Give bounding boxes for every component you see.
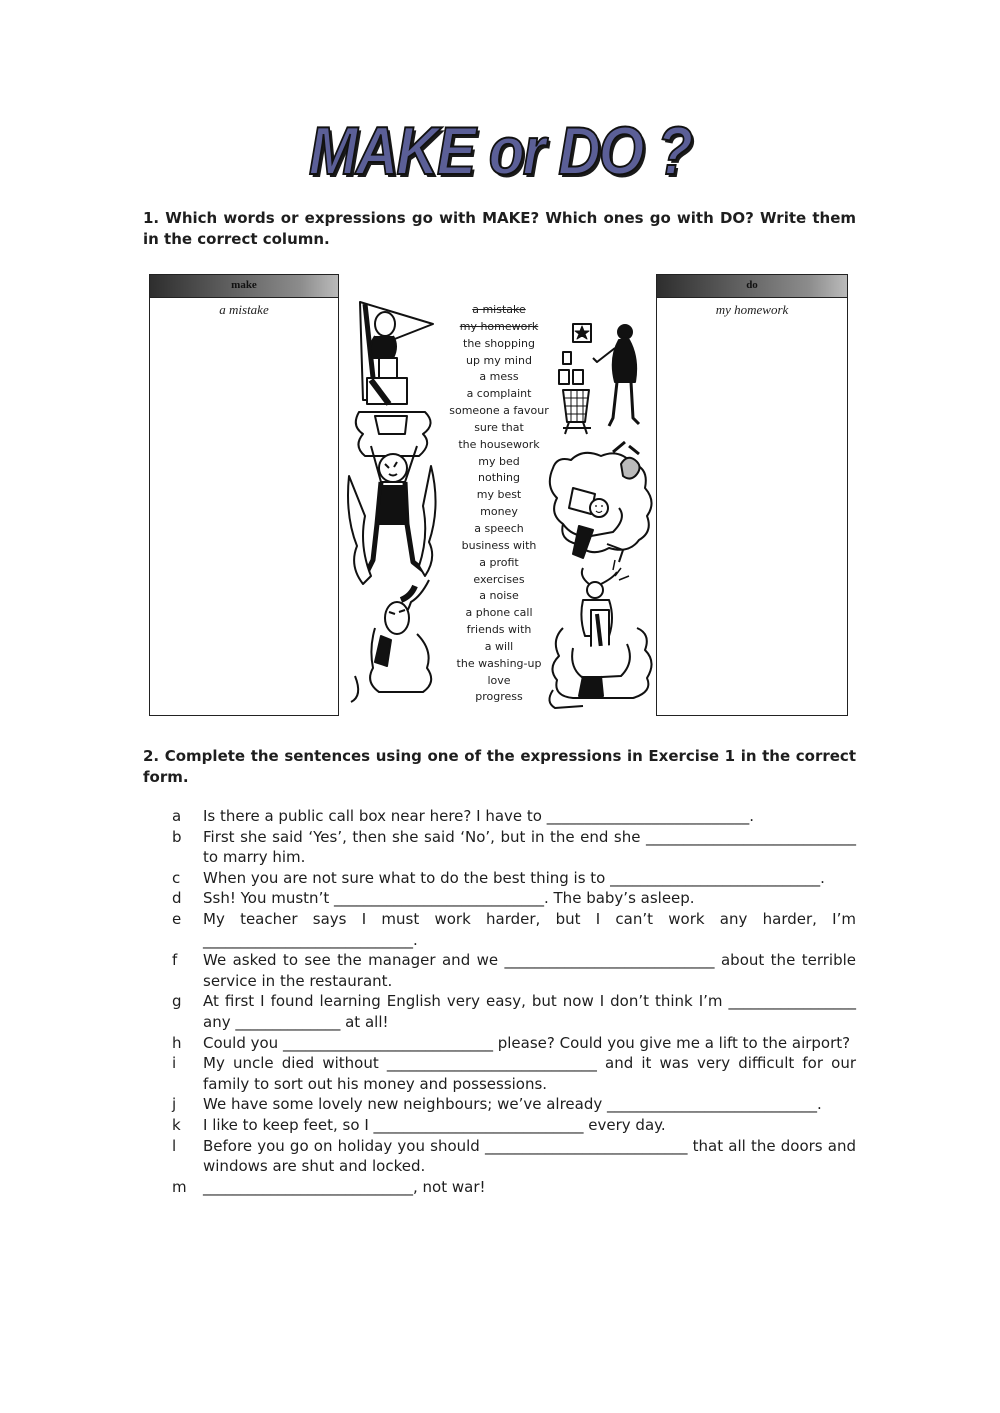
word-list-item: a mistake	[472, 303, 526, 316]
make-column-example: a mistake	[219, 302, 269, 317]
word-list-item: a speech	[474, 521, 524, 535]
word-list-item: sure that	[474, 420, 524, 434]
word-list-item: the shopping	[463, 336, 535, 350]
word-list-item: my bed	[478, 454, 520, 468]
sentence-letter: l	[172, 1136, 177, 1155]
sentence-item	[172, 1053, 856, 1094]
exercise1-instruction: 1. Which words or expressions go with MAKE? Which ones go with DO? Write them in the correct column.	[143, 209, 856, 248]
sentence-letter: g	[172, 992, 182, 1011]
word-list-item: someone a favour	[449, 404, 549, 418]
sentence-item	[172, 806, 856, 827]
do-column-header: do	[657, 275, 847, 298]
sentence-letter: b	[172, 827, 182, 846]
sentence-item	[172, 1115, 856, 1136]
sentence-item	[172, 909, 856, 950]
sentence-letter: e	[172, 909, 182, 928]
word-list-item: up my mind	[466, 353, 532, 367]
sentence-text: I like to keep feet, so I ____________________________ every day.	[203, 1115, 666, 1134]
word-list-item: a phone call	[465, 606, 533, 620]
word-list-item: a noise	[479, 589, 519, 603]
sentence-text: We asked to see the manager and we ____________________________ about the terrible service in the restaurant.	[203, 951, 856, 990]
word-list-item: nothing	[478, 471, 520, 485]
word-list-item: exercises	[473, 572, 525, 586]
word-list-item: my best	[476, 488, 522, 502]
sentence-item	[172, 888, 856, 909]
sentence-item	[172, 1033, 856, 1054]
sentence-letter: m	[172, 1177, 187, 1196]
sentence-text: Is there a public call box near here? I have to ___________________________.	[203, 807, 754, 825]
exercise2-instruction: 2. Complete the sentences using one of the expressions in Exercise 1 in the correct form.	[143, 747, 856, 786]
word-list-item: progress	[475, 690, 523, 704]
sentence-text: Ssh! You mustn’t ____________________________. The baby’s asleep.	[203, 889, 695, 908]
sentence-letter: i	[172, 1054, 177, 1073]
word-list-item: the washing-up	[456, 656, 542, 670]
sentence-text: ____________________________, not war!	[203, 1177, 486, 1196]
word-list-item: the housework	[458, 437, 540, 451]
sentence-item	[172, 1094, 856, 1115]
page-title: MAKE or DO ?	[308, 113, 692, 189]
sentence-text: We have some lovely new neighbours; we’ve already ____________________________.	[203, 1095, 822, 1114]
make-column	[149, 274, 339, 716]
sentence-text: Could you ____________________________ please? Could you give me a lift to the airport?	[203, 1033, 851, 1052]
make-column-header: make	[150, 275, 338, 298]
sentence-list	[172, 806, 856, 1197]
word-list-item: a will	[484, 639, 514, 653]
sentence-letter: h	[172, 1033, 182, 1052]
sentence-text: At first I found learning English very easy, but now I don’t think I’m _________________ any ______________ at all!	[203, 992, 856, 1031]
sentence-text: Before you go on holiday you should ___________________________ that all the doors and windows are shut and locked.	[203, 1136, 856, 1176]
sentence-item	[172, 991, 856, 1032]
sentence-item	[172, 827, 856, 868]
sentence-letter: a	[172, 807, 182, 825]
sentence-letter: j	[172, 1095, 177, 1114]
word-list	[443, 302, 555, 706]
word-list-item: money	[480, 505, 518, 519]
sentence-letter: k	[172, 1115, 181, 1134]
sentence-text: My teacher says I must work harder, but I can’t work any harder, I’m ____________________________.	[203, 909, 856, 949]
sentence-item	[172, 868, 856, 889]
left-illustration	[345, 296, 443, 704]
word-list-item: a complaint	[466, 387, 532, 401]
sentence-text: First she said ‘Yes’, then she said ‘No’, but in the end she ____________________________ to marry him.	[203, 827, 856, 867]
word-list-item: friends with	[466, 623, 532, 637]
sentence-letter: c	[172, 868, 181, 887]
sentence-item	[172, 1136, 856, 1177]
word-list-item: love	[487, 673, 511, 687]
do-column	[656, 274, 848, 716]
right-illustration	[543, 318, 661, 710]
word-list-item: business with	[461, 538, 537, 552]
word-list-item: a profit	[479, 555, 519, 569]
sentence-letter: f	[172, 951, 178, 970]
sentence-item	[172, 1177, 856, 1198]
sentence-letter: d	[172, 889, 182, 908]
word-list-item: my homework	[459, 319, 539, 333]
word-list-item: a mess	[479, 370, 519, 384]
sentence-text: When you are not sure what to do the best thing is to ____________________________.	[203, 868, 825, 887]
sentence-item	[172, 950, 856, 991]
sentence-text: My uncle died without ____________________________ and it was very difficult for our family to sort out his money and possessions.	[203, 1054, 856, 1093]
do-column-example: my homework	[715, 302, 789, 317]
